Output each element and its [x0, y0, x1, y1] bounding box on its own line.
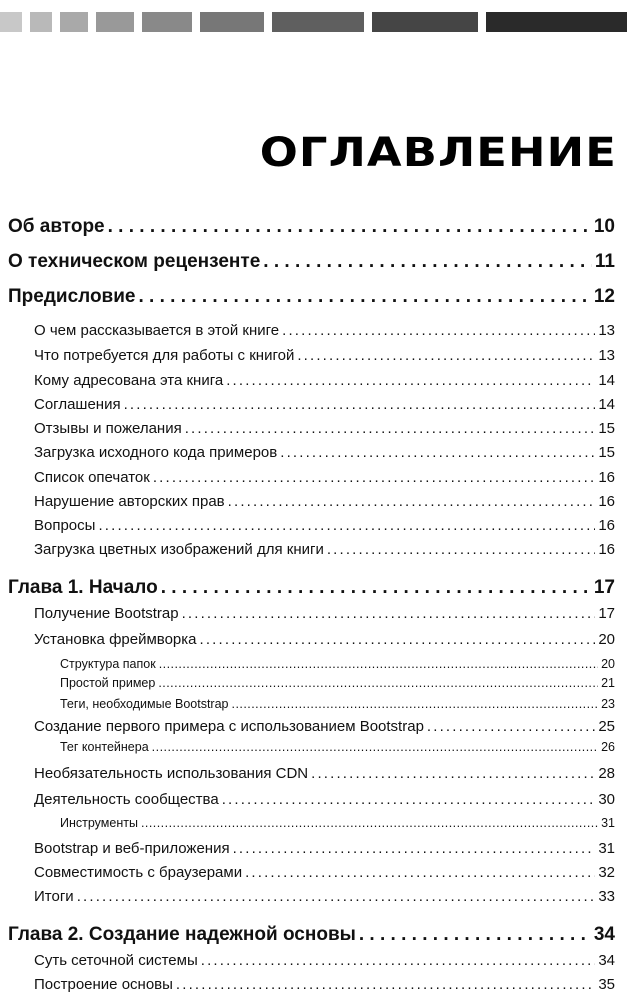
gradient-bar — [60, 12, 88, 32]
toc-section-entry — [34, 444, 615, 466]
toc-entry-label: Создание первого примера с использованием Bootstrap — [34, 718, 424, 735]
toc-entry-label: Предисловие — [8, 286, 136, 307]
toc-section-entry — [34, 888, 615, 910]
dot-leader — [327, 541, 595, 558]
dot-leader — [159, 657, 598, 671]
toc-section-entry — [34, 396, 615, 418]
toc-entry-label: Глава 1. Начало — [8, 577, 158, 598]
dot-leader — [182, 605, 596, 622]
toc-page-number: 30 — [598, 791, 615, 808]
toc-entry-label: Построение основы — [34, 976, 173, 993]
toc-page-number: 15 — [598, 420, 615, 437]
gradient-bar — [200, 12, 264, 32]
toc-section-entry — [34, 322, 615, 344]
toc-section-entry — [34, 469, 615, 491]
toc-page-number: 25 — [598, 718, 615, 735]
page-title: ОГЛАВЛЕНИЕ — [259, 130, 617, 176]
toc-entry-label: Загрузка исходного кода примеров — [34, 444, 278, 461]
toc-section-entry — [34, 718, 615, 740]
dot-leader — [124, 396, 596, 413]
dot-leader — [200, 631, 596, 648]
toc-entry-label: Нарушение авторских прав — [34, 493, 225, 510]
toc-chapter-entry — [8, 286, 615, 314]
dot-leader — [141, 816, 598, 830]
toc-page-number: 21 — [601, 676, 615, 690]
toc-page-number: 26 — [601, 740, 615, 754]
toc-section-entry — [34, 517, 615, 539]
toc-entry-label: Что потребуется для работы с книгой — [34, 347, 295, 364]
toc-page-number: 34 — [598, 952, 615, 969]
toc-section-entry — [34, 347, 615, 369]
toc-entry-label: Структура папок — [60, 657, 156, 671]
toc-section-entry — [34, 493, 615, 515]
toc-page-number: 34 — [593, 924, 615, 945]
dot-leader — [77, 888, 596, 905]
dot-leader — [228, 493, 596, 510]
toc-entry-label: Совместимость с браузерами — [34, 864, 243, 881]
toc-page-number: 16 — [598, 469, 615, 486]
gradient-bar — [272, 12, 364, 32]
toc-page-number: 13 — [598, 322, 615, 339]
toc-page-number: 16 — [598, 517, 615, 534]
toc-chapter-entry — [8, 924, 615, 952]
toc-entry-label: Теги, необходимые Bootstrap — [60, 697, 229, 711]
dot-leader — [152, 740, 598, 754]
toc-entry-label: Необязательность использования CDN — [34, 765, 309, 782]
toc-chapter-entry — [8, 251, 615, 279]
toc-entry-label: Соглашения — [34, 396, 121, 413]
dot-leader — [108, 216, 591, 238]
toc-page-number: 32 — [598, 864, 615, 881]
toc-page-number: 12 — [593, 286, 615, 307]
dot-leader — [282, 322, 595, 339]
dot-leader — [153, 469, 595, 486]
toc-section-entry — [34, 864, 615, 886]
dot-leader — [263, 251, 592, 273]
dot-leader — [359, 924, 591, 946]
gradient-bar — [142, 12, 192, 32]
dot-leader — [176, 976, 595, 993]
toc-page-number: 14 — [598, 396, 615, 413]
toc-entry-label: Об авторе — [8, 216, 105, 237]
dot-leader — [280, 444, 595, 461]
toc-section-entry — [34, 765, 615, 787]
dot-leader — [233, 840, 596, 857]
toc-page-number: 13 — [598, 347, 615, 364]
toc-page-number: 10 — [593, 216, 615, 237]
decorative-gradient-bars — [0, 12, 627, 32]
toc-page-number: 23 — [601, 697, 615, 711]
toc-entry-label: Простой пример — [60, 676, 156, 690]
dot-leader — [311, 765, 595, 782]
toc-section-entry — [34, 791, 615, 813]
toc-page-number: 28 — [598, 765, 615, 782]
toc-page-number: 17 — [598, 605, 615, 622]
toc-entry-label: Установка фреймворка — [34, 631, 197, 648]
dot-leader — [185, 420, 596, 437]
toc-entry-label: Кому адресована эта книга — [34, 372, 224, 389]
toc-entry-label: Деятельность сообщества — [34, 791, 219, 808]
toc-entry-label: Глава 2. Создание надежной основы — [8, 924, 356, 945]
toc-page-number: 14 — [598, 372, 615, 389]
toc-section-entry — [34, 372, 615, 394]
toc-page-number: 16 — [598, 493, 615, 510]
toc-section-entry — [34, 976, 615, 998]
toc-section-entry — [34, 840, 615, 862]
toc-page-number: 20 — [601, 657, 615, 671]
toc-section-entry — [34, 605, 615, 627]
dot-leader — [222, 791, 596, 808]
toc-page-number: 20 — [598, 631, 615, 648]
gradient-bar — [486, 12, 627, 32]
toc-page-number: 35 — [598, 976, 615, 993]
dot-leader — [158, 676, 598, 690]
toc-page-number: 31 — [598, 840, 615, 857]
gradient-bar — [0, 12, 22, 32]
gradient-bar — [372, 12, 478, 32]
toc-entry-label: Итоги — [34, 888, 74, 905]
dot-leader — [427, 718, 595, 735]
toc-page-number: 11 — [594, 251, 615, 272]
toc-chapter-entry — [8, 216, 615, 244]
toc-page-number: 33 — [598, 888, 615, 905]
gradient-bar — [96, 12, 134, 32]
toc-entry-label: Тег контейнера — [60, 740, 149, 754]
toc-entry-label: Суть сеточной системы — [34, 952, 198, 969]
toc-subsection-entry — [60, 816, 615, 834]
toc-subsection-entry — [60, 697, 615, 715]
dot-leader — [232, 697, 599, 711]
toc-subsection-entry — [60, 657, 615, 675]
toc-section-entry — [34, 631, 615, 653]
toc-subsection-entry — [60, 676, 615, 694]
toc-section-entry — [34, 420, 615, 442]
toc-entry-label: Bootstrap и веб-приложения — [34, 840, 230, 857]
toc-page-number: 17 — [593, 577, 615, 598]
toc-subsection-entry — [60, 740, 615, 758]
toc-entry-label: Загрузка цветных изображений для книги — [34, 541, 324, 558]
toc-entry-label: Вопросы — [34, 517, 96, 534]
toc-section-entry — [34, 541, 615, 563]
dot-leader — [201, 952, 596, 969]
toc-entry-label: Получение Bootstrap — [34, 605, 179, 622]
dot-leader — [139, 286, 591, 308]
dot-leader — [297, 347, 595, 364]
toc-page-number: 31 — [601, 816, 615, 830]
toc-entry-label: О техническом рецензенте — [8, 251, 261, 272]
toc-page-number: 15 — [598, 444, 615, 461]
toc-page-number: 16 — [598, 541, 615, 558]
dot-leader — [161, 577, 591, 599]
toc-chapter-entry — [8, 577, 615, 605]
toc-entry-label: О чем рассказывается в этой книге — [34, 322, 280, 339]
gradient-bar — [30, 12, 52, 32]
toc-section-entry — [34, 952, 615, 974]
dot-leader — [245, 864, 595, 881]
toc-entry-label: Список опечаток — [34, 469, 150, 486]
toc-entry-label: Инструменты — [60, 816, 138, 830]
toc-entry-label: Отзывы и пожелания — [34, 420, 182, 437]
dot-leader — [226, 372, 595, 389]
dot-leader — [98, 517, 595, 534]
